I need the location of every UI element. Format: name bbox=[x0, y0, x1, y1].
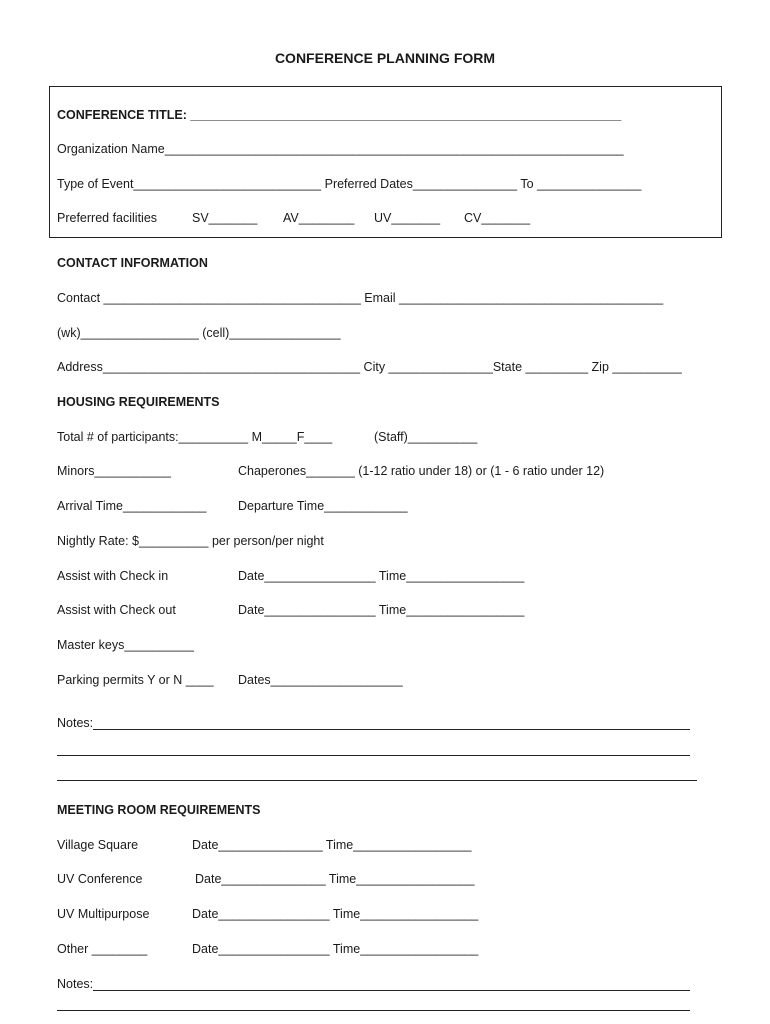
housing-notes-label: Notes: bbox=[57, 716, 94, 730]
checkout-date-time-field[interactable]: Date________________ Time_________________ bbox=[238, 603, 525, 617]
participants-field[interactable]: Total # of participants:__________ M_____F____ bbox=[57, 430, 333, 444]
contact-heading: CONTACT INFORMATION bbox=[57, 256, 208, 270]
checkin-label: Assist with Check in bbox=[57, 569, 169, 583]
housing-heading: HOUSING REQUIREMENTS bbox=[57, 395, 220, 409]
meeting-notes-label: Notes: bbox=[57, 977, 94, 991]
parking-dates-field[interactable]: Dates___________________ bbox=[238, 673, 403, 687]
address-field[interactable]: Address_____________________________________ City _______________State _________ Zip __________ bbox=[57, 360, 682, 374]
contact-email-field[interactable]: Contact _____________________________________ Email ______________________________________ bbox=[57, 291, 664, 305]
minors-field[interactable]: Minors___________ bbox=[57, 464, 171, 478]
housing-notes-line-2[interactable] bbox=[57, 755, 690, 756]
facility-sv-field[interactable]: SV_______ bbox=[192, 211, 258, 225]
master-keys-field[interactable]: Master keys__________ bbox=[57, 638, 194, 652]
preferred-facilities-label: Preferred facilities bbox=[57, 211, 158, 225]
page-title: CONFERENCE PLANNING FORM bbox=[274, 50, 496, 66]
conference-title-field[interactable]: CONFERENCE TITLE: ______________________________________________________________ bbox=[57, 108, 622, 122]
event-type-dates-field[interactable]: Type of Event___________________________ Preferred Dates_______________ To _______________ bbox=[57, 177, 642, 191]
room-label: UV Conference bbox=[57, 872, 143, 886]
staff-field[interactable]: (Staff)__________ bbox=[374, 430, 478, 444]
checkin-date-time-field[interactable]: Date________________ Time_________________ bbox=[238, 569, 525, 583]
room-label: Village Square bbox=[57, 838, 139, 852]
meeting-notes-line-2[interactable] bbox=[57, 1010, 690, 1011]
parking-permits-field[interactable]: Parking permits Y or N ____ bbox=[57, 673, 214, 687]
departure-time-field[interactable]: Departure Time____________ bbox=[238, 499, 408, 513]
checkout-label: Assist with Check out bbox=[57, 603, 176, 617]
facility-av-field[interactable]: AV________ bbox=[283, 211, 355, 225]
meeting-notes-line-1[interactable] bbox=[93, 990, 690, 991]
phone-field[interactable]: (wk)_________________ (cell)________________ bbox=[57, 326, 341, 340]
room-date-time-field[interactable]: Date________________ Time_________________ bbox=[192, 942, 479, 956]
room-date-time-field[interactable]: Date_______________ Time_________________ bbox=[195, 872, 475, 886]
other-room-field[interactable]: Other ________ bbox=[57, 942, 148, 956]
arrival-time-field[interactable]: Arrival Time____________ bbox=[57, 499, 207, 513]
nightly-rate-field[interactable]: Nightly Rate: $__________ per person/per night bbox=[57, 534, 324, 548]
room-date-time-field[interactable]: Date________________ Time_________________ bbox=[192, 907, 479, 921]
chaperones-field[interactable]: Chaperones_______ (1-12 ratio under 18) or (1 - 6 ratio under 12) bbox=[238, 464, 605, 478]
organization-name-field[interactable]: Organization Name__________________________________________________________________ bbox=[57, 142, 624, 156]
room-date-time-field[interactable]: Date_______________ Time_________________ bbox=[192, 838, 472, 852]
housing-notes-line-3[interactable] bbox=[57, 780, 697, 781]
facility-cv-field[interactable]: CV_______ bbox=[464, 211, 531, 225]
housing-notes-line-1[interactable] bbox=[93, 729, 690, 730]
room-label: UV Multipurpose bbox=[57, 907, 150, 921]
meeting-room-heading: MEETING ROOM REQUIREMENTS bbox=[57, 803, 261, 817]
facility-uv-field[interactable]: UV_______ bbox=[374, 211, 441, 225]
